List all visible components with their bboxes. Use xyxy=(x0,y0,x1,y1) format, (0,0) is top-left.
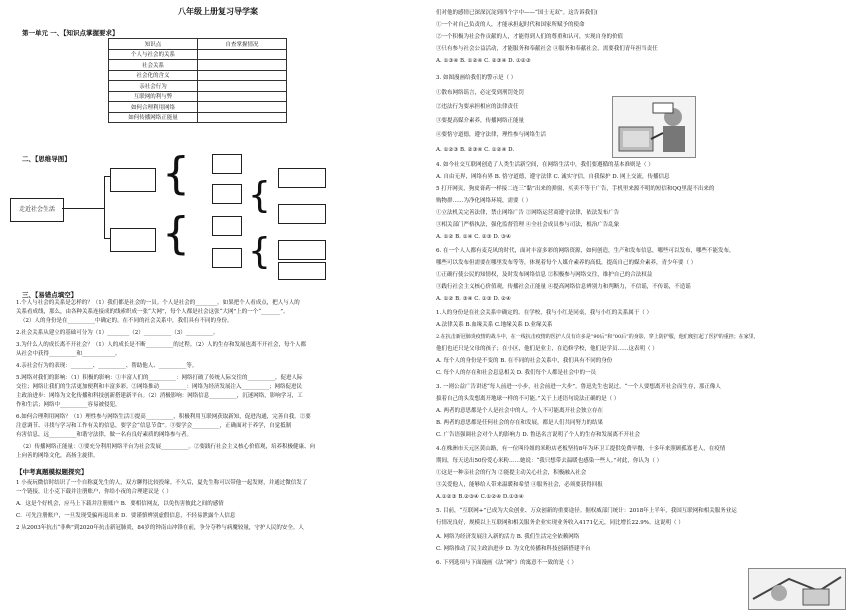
brace-icon: { xyxy=(248,175,271,216)
table-cell-empty[interactable] xyxy=(198,81,287,92)
brace-icon: { xyxy=(162,148,190,199)
text-line: ③践行社会主义核心价值观，传播社会正能量 ④提高网络信息辨别力和判断力，不信谣，不传谣，不造谣 xyxy=(436,284,691,290)
text-line: A. ①② B. ③④ C. ①③ D. ②④ xyxy=(436,296,511,302)
text-line: ③要提高媒介素养，传播网络正能量 xyxy=(436,118,525,124)
text-line: 拔着自己的头发想离开地球一样的不可能。”关于上述语句说法正确的是（ ） xyxy=(436,396,620,402)
table-cell: 如何合理利用网络 xyxy=(109,102,198,113)
mindmap-box[interactable] xyxy=(278,240,326,260)
text-line: 4. 如今社交互联网创造了人类生活新空间，在网络生活中，我们要遵循的基本准则是（ ） xyxy=(436,162,654,168)
text-line: 6. 下列选项与下面漫画《法“网”》的寓意不一致的是（ ） xyxy=(436,560,577,566)
cartoon-illustration xyxy=(612,96,696,158)
table-cell: 如何传播网络正能量 xyxy=(109,112,198,123)
text-line: 一个链接，让小克下载并注册账户，你给小夜的合理建议是（ ） xyxy=(16,489,172,495)
text-line: 行情况良好，规模以上互联网和相关服务企业实现业务收入4171亿元，同比增长22.9%。这说明（ ） xyxy=(436,520,684,526)
mindmap-box[interactable] xyxy=(212,184,242,204)
table-header: 知识点 xyxy=(109,39,198,50)
table-cell: 亲社会行为 xyxy=(109,81,198,92)
table-row xyxy=(109,112,287,123)
text-line: ③相关部门严格执法，强化监督管理 ④全社会成员参与司法，根治广告乱象 xyxy=(436,222,620,228)
text-line: A. 每个人的身份是不变的 B. 在不同的社会关系中，我们具有不同的身份 xyxy=(436,358,613,364)
section-mindmap: 二、【思维导图】 xyxy=(22,155,71,163)
mindmap-box[interactable] xyxy=(278,168,326,188)
text-line: 交往；网络让我们的生活更加便利和丰富多彩。②网络推动__________：网络为经济发展注入__________；网络促进民 xyxy=(16,384,303,390)
table-row xyxy=(109,81,287,92)
text-line: A．这是个好机会，应马上下载并注册账户 B．要相信网友，以免伤害彼此之间的感情 xyxy=(16,501,224,507)
mindmap-connector xyxy=(62,208,104,209)
text-line: 注意调节、寻找与学习和工作有关的信息，要学会“信息节食”。③要学会__________，正确面对于养学，自觉抵制 xyxy=(16,423,292,429)
text-line: 关系看成线，那么，由各种关系连接成的线索织成一张“大网”，每个人都是社会这张“大网”上的一个“_______”。 xyxy=(16,309,289,315)
table-cell-empty[interactable] xyxy=(198,49,287,60)
brace-icon: { xyxy=(162,208,190,259)
mindmap-box[interactable] xyxy=(278,204,326,224)
text-line: 哪些可以发布但需要在哪里发布等等，体现着每个人媒介素养的高低，提高自己的媒介素养，青少年要（ ） xyxy=(436,260,697,266)
text-line: A.法律关系 B.血缘关系 C.地缘关系 D.业缘关系 xyxy=(436,322,553,328)
text-line: 2 从2003年抗击“非典”到2020年抗击新冠肺炎，84岁的钟南山冲锋在前，争分夺秒与病魔较量，守护人民的安全。人 xyxy=(16,525,304,531)
text-line: ④要恪守道德，遵守法律，理性参与网络生活 xyxy=(436,132,547,138)
text-line: 5. 目前，“互联网+”已成为大众创业、万众创新的重要途径。据权威部门统计：2018年上半年，我国互联网和相关服务业运 xyxy=(436,508,737,514)
mindmap-box[interactable] xyxy=(110,168,156,192)
text-line: A. 网络为经济发展注入新的活力 B. 我们生活完全依赖网络 xyxy=(436,534,580,540)
page-title: 八年级上册复习导学案 xyxy=(178,6,258,16)
cartoon-illustration xyxy=(748,568,846,610)
table-cell: 社会关系 xyxy=(109,60,198,71)
text-line: ①立法机关完善法律，禁止网络广告 ②网络运营商遵守法律，依法发布广告 xyxy=(436,210,620,216)
text-line: （2）传播网络正能量：①要充分利用网络平台为社会发展__________。②要践行社会主义核心价值观，培养积极健康、向 xyxy=(20,444,316,450)
text-line: ③关爱他人，能够给人带来温暖和希望 ④服务社会，必须要获得回报 xyxy=(436,482,603,488)
knowledge-table xyxy=(108,38,287,123)
text-line: 1.人的身份是在社会关系中确定的。在学校，我与小红是同桌，我与小红的关系属于（ ） xyxy=(436,310,652,316)
text-line: ①这是一种亲社会的行为 ②能提主动关心社会，积极融入社会 xyxy=(436,470,587,476)
text-line: C. 每个人的存在和社会息息相关 D. 我们每个人都是社会中的一员 xyxy=(436,370,596,376)
mindmap-box[interactable] xyxy=(212,216,242,236)
text-line: ②违法行为要承担相应的法律责任 xyxy=(436,104,519,110)
mindmap-box[interactable] xyxy=(212,154,242,174)
mindmap-connector xyxy=(104,176,105,238)
text-line: 3.为什么人的成长离不开社会？（1）人的成长是不断__________的过程。（2）人的生存和发展也离不开社会，每个人都 xyxy=(16,342,306,348)
mindmap-box[interactable] xyxy=(212,248,242,268)
table-cell-empty[interactable] xyxy=(198,91,287,102)
text-line: C. 网络推动了民主政治进步 D. 为文化传播和科技创新搭建平台 xyxy=(436,546,591,552)
text-line: ①正确行使公民的知情权，及时发布网络信息 ②积极参与网络交往，维护自己的合法权益 xyxy=(436,272,653,278)
text-line: 6. 在一个人人都有麦克风的时代，面对丰富多彩的网络资源，如何创造，生产和发布信息，哪些可以发布，哪些不能发布， xyxy=(436,248,735,254)
text-line: 他们也还只是父母的孩子；在小区，他们是业主，在追修学校，他们是学员……这表明（ ） xyxy=(436,346,658,352)
text-line: C. 广告语强调社会对个人的影响力 D. 鲁迅名言说明了个人的生存和发展离不开社会 xyxy=(436,432,640,438)
text-line: 从社会中获得__________和____________。 xyxy=(16,351,121,357)
text-line: 期间，每天送出50份爱心米粉……她说：“我只想带去温暖也感染一些人。”对此，你认为（ ） xyxy=(436,458,663,464)
text-line: A.①②③ B.②③④ C.①②④ D.①③④ xyxy=(436,494,524,500)
text-line: 2.社会关系从建立的基础可分为（1）________（2）__________（3）__________。 xyxy=(16,330,219,336)
text-line: B. 两者的意思都是任何社会的存在和发展，都是人们共同努力的结果 xyxy=(436,420,604,426)
text-line: 2.在抗击新冠肺炎疫情的战斗中，在一线抗击疫情的医护人员有许多是“90后”和“00后”的身影，穿上防护服，他们便扛起了医护的重担；在家里， xyxy=(436,334,759,340)
section-exam-practice: 【中考真题模拟题探究】 xyxy=(16,468,88,476)
mindmap-root: 走近社会生活 xyxy=(10,198,64,222)
mindmap-box[interactable] xyxy=(110,228,156,252)
table-cell: 个人与社会的关系 xyxy=(109,49,198,60)
table-cell: 互联网的利与弊 xyxy=(109,91,198,102)
text-line: ②一个积极为社会作贡献的人，才能得到人们的尊重和认可，实现自身的价值 xyxy=(436,34,624,40)
text-line: 4.亲社会行为的表现：________、__________、帮助他人、__________等。 xyxy=(16,363,198,369)
brace-icon: { xyxy=(248,231,271,272)
table-cell-empty[interactable] xyxy=(198,60,287,71)
text-line: （2）人的身份是在__________中确定的。在不同的社会关系中，我们具有不同的身份。 xyxy=(20,318,233,324)
text-line: 6.如何合理利用网络？（1）理性参与网络生活①提高__________，积极利用互联网获取新知，促进沟通，完善自我。②要 xyxy=(16,414,311,420)
table-header-row xyxy=(109,39,287,50)
table-row xyxy=(109,49,287,60)
table-cell-empty[interactable] xyxy=(198,112,287,123)
text-line: A. ①②③ B. ②③④ C. ①②④ D. xyxy=(436,147,515,153)
text-line: 5.网络对我们的影响：（1）积极的影响：①丰富人们的__________：网络打破了传统人际交往的__________，促进人际 xyxy=(16,375,303,381)
table-row xyxy=(109,102,287,113)
mindmap-box[interactable] xyxy=(278,262,326,280)
text-line: 1 小夜玩微信时结识了一个自称夏先生的人，双方聊得比较投缘。不久后，夏先生称可以带他一起发财，并通过微信发了 xyxy=(16,480,308,486)
text-line: 购物群……为净化网络环境，需要（ ） xyxy=(436,198,532,204)
section-fill-blanks: 三、【易错点填空】 xyxy=(22,291,78,299)
unit-heading: 第一单元 一、【知识点掌握要求】 xyxy=(22,29,119,37)
text-line: A. 自由无界，网络有界 B. 恪守道德，遵守法律 C. 诚实守信，自我保护 D. 网上交流，传播信息 xyxy=(436,174,670,180)
table-header: 自查掌握情况 xyxy=(198,39,287,50)
text-line: ③只有参与社会公益活动，才能服务和奉献社会 ④服务和奉献社会，需要我们青年担当责任 xyxy=(436,46,658,52)
text-line: 主政治进步：网络为文化传播和科技创新搭建新平台。（2）消极影响：网络信息__________，沉迷网络，影响学习，工 xyxy=(16,393,303,399)
text-line: 上向善的网络文化，高扬主旋律。 xyxy=(16,453,99,459)
text-line: 5 打开网页，狗皮膏药一样接二连三“黏”出来的弹窗，买卖不等于广告，手机里来源不明的短信和QQ里混不出来的 xyxy=(436,186,715,192)
text-line: 作和生活；网络中__________容易被侵犯。 xyxy=(16,402,121,408)
text-line: 1.个人与社会的关系是怎样的？（1）我们都是社会的一员。个人是社会的________。如果把个人看成点，把人与人的 xyxy=(16,300,300,306)
text-line: A. ①③④ B. ①②④ C. ②③④ D. ①②③ xyxy=(436,58,531,64)
table-cell-empty[interactable] xyxy=(198,70,287,81)
text-line: A. 两者的意思都是个人是社会中的人，个人不可能离开社会独立存在 xyxy=(436,408,603,414)
text-line: 3. 如图漫画给我们的警示是（ ） xyxy=(436,75,517,81)
table-row xyxy=(109,60,287,71)
table-row xyxy=(109,70,287,81)
text-line: ①一个对自己负责的人，才能承担起时代和国家所赋予的使命 xyxy=(436,22,585,28)
table-row xyxy=(109,91,287,102)
table-cell-empty[interactable] xyxy=(198,102,287,113)
text-line: 有害信息，远__________和谐守法律，做一名有良好素质的网络参与者。 xyxy=(16,432,193,438)
text-line: 3. 一则公益广告讲述“每人前进一小步，社会前进一大步”。鲁迅先生也说过，“一个人要想离开社会而生存，那正像人 xyxy=(436,384,721,390)
text-line: A. ①② B. ①④ C. ②③ D. ③④ xyxy=(436,234,511,240)
text-line: 们对他的感情已深深沉淀到四个字中——“国士无双”。这告诉我们( xyxy=(436,10,598,16)
text-line: C．可先注册账户，一旦发现受骗再退出来 D．要谨慎辨别虚假信息，不轻易泄露个人信息 xyxy=(16,513,236,519)
text-line: ①散布网络谣言，必定受到刑罚处罚 xyxy=(436,90,525,96)
text-line: 4.在株洲市天元区黄山路，有一位叫玲姐的米粉店老板坚持8年为环卫工提供免费早餐，十多年来照顾孤寡老人，在疫情 xyxy=(436,446,726,452)
table-cell: 社会化的含义 xyxy=(109,70,198,81)
